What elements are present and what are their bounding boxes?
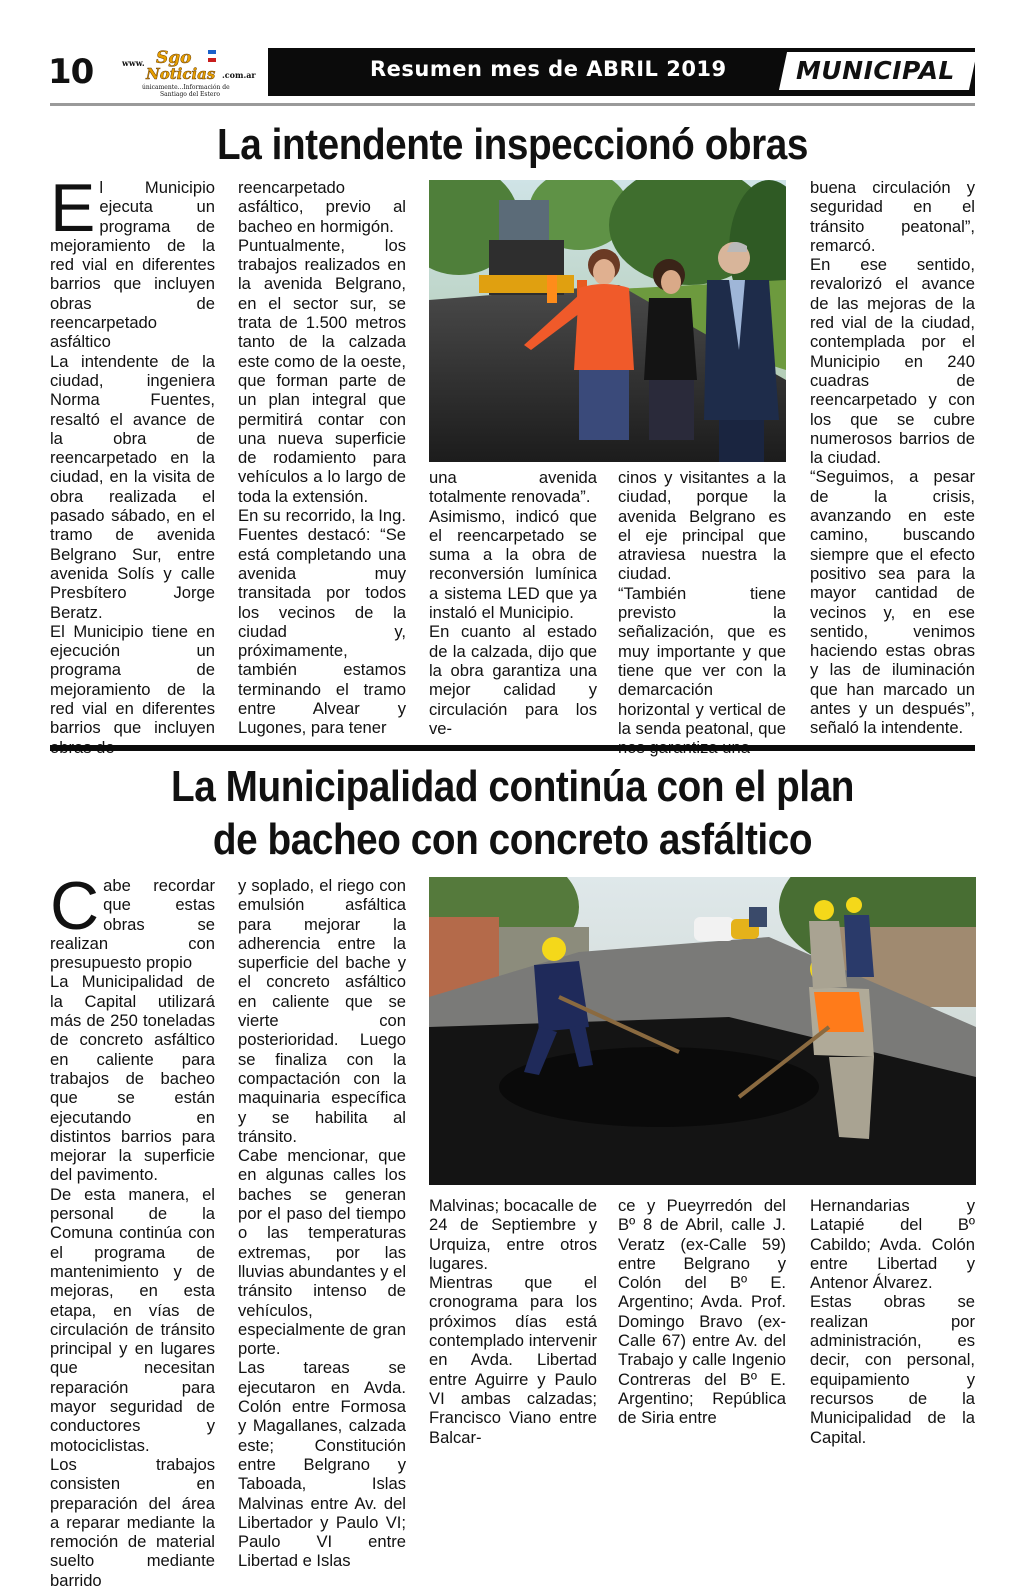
article1-paragraph: l Municipio ejecuta un programa de mejoramiento de la red vial en diferentes barrios que incluyen obras de reencarpetado asfáltico (50, 178, 215, 352)
article1-paragraph: En ese sentido, revalorizó el avance de las mejoras de la red vial de la ciudad, contemplada por el Municipio en 240 cuadras de reencarpetado y con los que se cubre numerosos barrios de la ciudad. (810, 255, 975, 468)
article2-headline-line1: La Municipalidad continúa con el plan (171, 762, 854, 811)
article1-paragraph: una avenida totalmente renovada”. (429, 468, 597, 507)
article2-column-2 (238, 876, 406, 1571)
logo-sgo: Sgo (156, 48, 192, 68)
article1-paragraph: Puntualmente, los trabajos realizados en la avenida Belgrano, en el sector sur, se trata de 1.500 metros tanto de la calzada este como de la oeste, que forman parte de un plan integral que permitirá contar con una nueva superficie de rodamiento para vehículos a lo largo de toda la extensión. (238, 235, 406, 506)
intendente-inspection-photo (429, 180, 786, 462)
logo-tagline-place: Santiago del Estero (160, 91, 220, 98)
section-label: MUNICIPAL (796, 56, 955, 85)
article2-column-3 (429, 1196, 597, 1447)
article2-headline-line2: de bacheo con concreto asfáltico (212, 815, 813, 864)
article1-paragraph: Asimismo, indicó que el reencarpetado se suma a la obra de reconversión lumínica a sistema LED que ya instaló el Municipio. (429, 506, 597, 623)
article2-paragraph: Hernandarias y Latapié del Bº Cabildo; Avda. Colón entre Libertad y Antenor Álvarez. (810, 1196, 975, 1293)
article1-headline: La intendente inspeccionó obras (217, 120, 808, 169)
article1-paragraph: “Seguimos, a pesar de la crisis, avanzando en este camino, buscando siempre que el efecto positivo sea para la mayor cantidad de vecinos y, en ese sentido, venimos haciendo estas obras y las de iluminación que han marcado un antes y un después”, señaló la intendente. (810, 467, 975, 738)
logo-tagline: únicamente...Información de (142, 84, 230, 91)
article1-paragraph: buena circulación y seguridad en el tránsito peatonal”, remarcó. (810, 178, 975, 255)
logo-domain: .com.ar (222, 70, 256, 80)
flag-icon (208, 50, 216, 62)
article2-photo (429, 877, 976, 1185)
article1-dropcap: E (50, 170, 96, 246)
pothole-repair-photo (429, 877, 976, 1185)
issue-title: Resumen mes de ABRIL 2019 (370, 57, 727, 81)
article1-column-1 (50, 170, 215, 757)
article1-paragraph: El Municipio tiene en ejecución un programa de mejoramiento de la red vial en diferentes barrios que incluyen (50, 621, 215, 738)
article1-column-2 (238, 178, 406, 738)
article2-column-1 (50, 868, 215, 1590)
article2-paragraph: Mientras que el cronograma para los próximos días está contemplado intervenir en Avda. Libertad entre Aguirre y Paulo VI ambas calzadas; Francisco Viano entre Balcar- (429, 1273, 597, 1447)
article2-paragraph: y soplado, el riego con emulsión asfáltica para mejorar la adherencia entre la superficie del bache y el concreto asfáltico en caliente que se vierte con posterioridad. Luego se finaliza con la compactación con la maquinaria específica y se habilita al tránsito. (238, 876, 406, 1146)
article1-column-4 (618, 468, 786, 757)
article2-paragraph: Los trabajos consisten en preparación del área a reparar mediante la remoción de material suelto mediante barrido (50, 1454, 215, 1590)
article1-column-3 (429, 468, 597, 738)
article2-paragraph: De esta manera, el personal de la Comuna continúa con el programa de mantenimiento y de mejoras, en esta etapa, en vías de circulación de tránsito principal y en lugares que necesitan reparación para mayor seguridad de conductores y motociclistas. (50, 1184, 215, 1455)
logo-www: www. (122, 58, 145, 68)
article1-paragraph: En su recorrido, la Ing. Fuentes destacó: “Se está completando una avenida muy transitada por todos los vecinos de la ciudad y, próximamente, también estamos terminando el tramo entre Alvear y Lugones, para tener (238, 506, 406, 738)
article2-paragraph: Cabe mencionar, que en algunas calles los baches se generan por el paso del tiempo o las temperaturas extremas, por las lluvias abundantes y el tránsito intenso de vehículos, especialmente de gran porte. (238, 1146, 406, 1359)
article2-paragraph: La Municipalidad de la Capital utilizará más de 250 toneladas de concreto asfáltico en caliente para trabajos de bacheo que se están ejecutando en distintos barrios para mejorar la superficie del pavimento. (50, 972, 215, 1185)
article-divider (50, 745, 975, 751)
article1-paragraph: cinos y visitantes a la ciudad, porque la avenida Belgrano es el eje principal que atraviesa nuestra la ciudad. (618, 468, 786, 584)
article2-column-4 (618, 1196, 786, 1428)
article1-paragraph: La intendente de la ciudad, ingeniera Norma Fuentes, resaltó el avance de la obra de reencarpetado en la ciudad, en la visita de obra realizada el pasado sábado, en el tramo de avenida Belgrano Sur, entre avenida Solís y calle Presbítero Jorge Beratz. (50, 351, 215, 622)
article1-paragraph: En cuanto al estado de la calzada, dijo que la obra garantiza una mejor calidad y circulación para los ve- (429, 622, 597, 738)
article2-paragraph: Estas obras se realizan por administración, es decir, con personal, equipamiento y recursos de la Municipalidad de la Capital. (810, 1292, 975, 1447)
article1-paragraph: “También tiene previsto la señalización, que es muy importante y que tiene que ver con la demarcación horizontal y vertical de la senda peatonal, que (618, 583, 786, 738)
article1-paragraph: reencarpetado asfáltico, previo al bacheo en hormigón. (238, 178, 406, 236)
article2-column-5 (810, 1196, 975, 1447)
logo-noticias: Noticias (146, 65, 216, 83)
article1-photo (429, 180, 786, 462)
article2-paragraph: ce y Pueyrredón del Bº 8 de Abril, calle J. Veratz (ex-Calle 59) entre Belgrano y Colón del Bº E. Argentino; Avda. Prof. Domingo Bravo (ex-Calle 67) entre Av. del Trabajo y calle Ingenio Contreras del Bº E. Argentino; República de Siria entre (618, 1196, 786, 1428)
header-divider (50, 103, 975, 106)
article2-paragraph: abe recordar que estas obras se realizan con presupuesto propio (50, 876, 215, 973)
article2-paragraph: Malvinas; bocacalle de 24 de Septiembre y Urquiza, entre otros lugares. (429, 1196, 597, 1273)
article1-column-5 (810, 178, 975, 738)
page-number: 10 (48, 52, 94, 92)
article2-dropcap: C (50, 868, 100, 944)
article2-paragraph: Las tareas se ejecutaron en Avda. Colón entre Formosa y Magallanes, calzada este; Constitución entre Belgrano y Taboada, Islas Malvinas entre Av. del Libertador y Paulo VI; Paulo VI entre Libertad e Islas (238, 1358, 406, 1571)
site-logo[interactable] (122, 48, 262, 98)
